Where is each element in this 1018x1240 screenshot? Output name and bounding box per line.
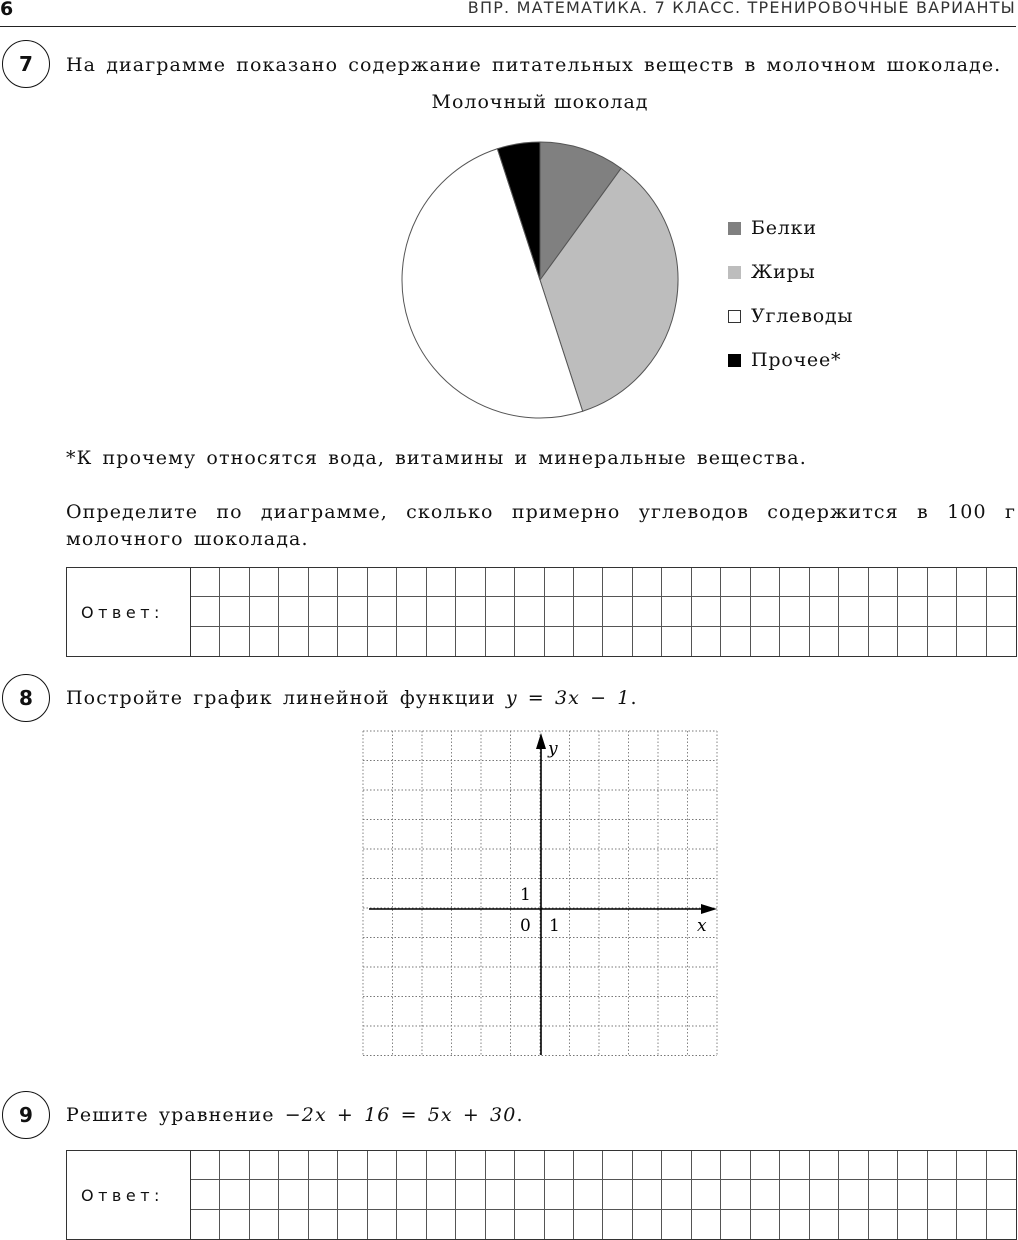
answer-cell[interactable] bbox=[397, 627, 426, 656]
question-8-suffix: . bbox=[630, 687, 638, 709]
answer-cell[interactable] bbox=[397, 597, 426, 626]
question-8-prefix: Постройте график линейной функции bbox=[66, 687, 506, 709]
answer-cell[interactable] bbox=[515, 1180, 544, 1209]
answer-cell[interactable] bbox=[721, 1151, 750, 1180]
answer-cell[interactable] bbox=[692, 568, 721, 597]
answer-cell[interactable] bbox=[250, 568, 279, 597]
answer-cell[interactable] bbox=[279, 627, 308, 656]
answer-cell[interactable] bbox=[486, 597, 515, 626]
answer-cell[interactable] bbox=[633, 1180, 662, 1209]
answer-cell[interactable] bbox=[603, 1210, 632, 1239]
answer-cell[interactable] bbox=[633, 627, 662, 656]
answer-cell[interactable] bbox=[486, 1151, 515, 1180]
answer-cell[interactable] bbox=[397, 568, 426, 597]
answer-cell[interactable] bbox=[692, 1151, 721, 1180]
answer-cell[interactable] bbox=[279, 597, 308, 626]
answer-cell[interactable] bbox=[780, 1180, 809, 1209]
origin-label: 0 bbox=[520, 916, 531, 936]
answer-box-9 bbox=[66, 1150, 1017, 1240]
answer-cell[interactable] bbox=[780, 1210, 809, 1239]
answer-cell[interactable] bbox=[869, 597, 898, 626]
legend-label-carbs: Углеводы bbox=[751, 305, 854, 327]
answer-cell[interactable] bbox=[987, 1210, 1016, 1239]
answer-cell[interactable] bbox=[515, 1151, 544, 1180]
answer-grid-9[interactable] bbox=[191, 1151, 1016, 1239]
answer-cell[interactable] bbox=[456, 1151, 485, 1180]
answer-cell[interactable] bbox=[839, 568, 868, 597]
answer-cell[interactable] bbox=[338, 1210, 367, 1239]
answer-cell[interactable] bbox=[456, 568, 485, 597]
answer-cell[interactable] bbox=[662, 1180, 691, 1209]
answer-cell[interactable] bbox=[633, 597, 662, 626]
question-7-number: 7 bbox=[2, 40, 50, 88]
legend-label-proteins: Белки bbox=[751, 217, 817, 239]
header-divider bbox=[0, 26, 1016, 27]
question-8-number: 8 bbox=[2, 674, 50, 722]
answer-cell[interactable] bbox=[869, 627, 898, 656]
answer-cell[interactable] bbox=[250, 1180, 279, 1209]
answer-cell[interactable] bbox=[987, 597, 1016, 626]
answer-cell[interactable] bbox=[869, 1180, 898, 1209]
answer-cell[interactable] bbox=[692, 1210, 721, 1239]
answer-cell[interactable] bbox=[574, 568, 603, 597]
answer-cell[interactable] bbox=[662, 627, 691, 656]
answer-cell[interactable] bbox=[662, 1151, 691, 1180]
answer-cell[interactable] bbox=[957, 1210, 986, 1239]
answer-cell[interactable] bbox=[545, 1210, 574, 1239]
function-formula: y = 3x − 1 bbox=[505, 687, 631, 709]
answer-cell[interactable] bbox=[721, 568, 750, 597]
answer-cell[interactable] bbox=[427, 1180, 456, 1209]
answer-cell[interactable] bbox=[751, 568, 780, 597]
answer-cell[interactable] bbox=[515, 1210, 544, 1239]
answer-cell[interactable] bbox=[957, 627, 986, 656]
answer-cell[interactable] bbox=[456, 1180, 485, 1209]
answer-cell[interactable] bbox=[545, 597, 574, 626]
answer-cell[interactable] bbox=[692, 597, 721, 626]
legend-label-fats: Жиры bbox=[751, 261, 816, 283]
answer-cell[interactable] bbox=[721, 1180, 750, 1209]
answer-cell[interactable] bbox=[486, 1210, 515, 1239]
answer-cell[interactable] bbox=[456, 1210, 485, 1239]
answer-cell[interactable] bbox=[928, 597, 957, 626]
answer-box-7 bbox=[66, 567, 1017, 657]
answer-cell[interactable] bbox=[928, 1180, 957, 1209]
answer-cell[interactable] bbox=[220, 1151, 249, 1180]
x-axis-arrow-icon bbox=[701, 904, 717, 914]
answer-cell[interactable] bbox=[633, 568, 662, 597]
answer-cell[interactable] bbox=[869, 1210, 898, 1239]
answer-cell[interactable] bbox=[810, 627, 839, 656]
answer-cell[interactable] bbox=[427, 568, 456, 597]
answer-cell[interactable] bbox=[603, 568, 632, 597]
answer-cell[interactable] bbox=[898, 597, 927, 626]
answer-cell[interactable] bbox=[338, 597, 367, 626]
answer-cell[interactable] bbox=[279, 1180, 308, 1209]
answer-cell[interactable] bbox=[368, 627, 397, 656]
legend-item-fats bbox=[728, 250, 853, 294]
answer-cell[interactable] bbox=[810, 1180, 839, 1209]
answer-cell[interactable] bbox=[839, 1151, 868, 1180]
answer-cell[interactable] bbox=[338, 627, 367, 656]
answer-cell[interactable] bbox=[427, 1151, 456, 1180]
answer-cell[interactable] bbox=[191, 1180, 220, 1209]
y-axis-label: y bbox=[548, 739, 558, 759]
chart-legend bbox=[728, 206, 853, 382]
answer-cell[interactable] bbox=[987, 1151, 1016, 1180]
answer-cell[interactable] bbox=[309, 568, 338, 597]
answer-cell[interactable] bbox=[338, 1151, 367, 1180]
answer-cell[interactable] bbox=[662, 568, 691, 597]
answer-cell[interactable] bbox=[279, 568, 308, 597]
legend-swatch-other bbox=[728, 354, 741, 367]
question-9-suffix: . bbox=[516, 1104, 524, 1126]
answer-cell[interactable] bbox=[810, 597, 839, 626]
answer-cell[interactable] bbox=[751, 597, 780, 626]
answer-cell[interactable] bbox=[250, 1210, 279, 1239]
answer-cell[interactable] bbox=[721, 597, 750, 626]
answer-cell[interactable] bbox=[545, 1151, 574, 1180]
answer-cell[interactable] bbox=[309, 1180, 338, 1209]
answer-cell[interactable] bbox=[928, 1210, 957, 1239]
answer-cell[interactable] bbox=[987, 568, 1016, 597]
answer-cell[interactable] bbox=[839, 627, 868, 656]
answer-cell[interactable] bbox=[898, 627, 927, 656]
answer-cell[interactable] bbox=[191, 597, 220, 626]
answer-cell[interactable] bbox=[662, 597, 691, 626]
footnote: *К прочему относятся вода, витамины и минеральные вещества. bbox=[66, 447, 807, 469]
answer-cell[interactable] bbox=[780, 1151, 809, 1180]
answer-cell[interactable] bbox=[309, 627, 338, 656]
answer-cell[interactable] bbox=[427, 597, 456, 626]
answer-cell[interactable] bbox=[987, 627, 1016, 656]
answer-cell[interactable] bbox=[957, 597, 986, 626]
pie-chart bbox=[395, 135, 685, 425]
answer-cell[interactable] bbox=[692, 627, 721, 656]
answer-cell[interactable] bbox=[191, 568, 220, 597]
answer-cell[interactable] bbox=[338, 1180, 367, 1209]
answer-cell[interactable] bbox=[220, 568, 249, 597]
legend-item-proteins bbox=[728, 206, 853, 250]
question-9-text bbox=[66, 1104, 524, 1126]
legend-item-other bbox=[728, 338, 853, 382]
answer-cell[interactable] bbox=[957, 1180, 986, 1209]
answer-cell[interactable] bbox=[486, 627, 515, 656]
answer-cell[interactable] bbox=[898, 1180, 927, 1209]
unit-y-label: 1 bbox=[520, 885, 531, 905]
answer-cell[interactable] bbox=[397, 1180, 426, 1209]
answer-cell[interactable] bbox=[220, 1180, 249, 1209]
question-7-text: На диаграмме показано содержание питательных веществ в молочном шоколаде. bbox=[66, 54, 1002, 76]
answer-cell[interactable] bbox=[279, 1210, 308, 1239]
answer-cell[interactable] bbox=[574, 1210, 603, 1239]
answer-cell[interactable] bbox=[869, 568, 898, 597]
answer-cell[interactable] bbox=[721, 627, 750, 656]
answer-cell[interactable] bbox=[898, 1151, 927, 1180]
answer-cell[interactable] bbox=[987, 1180, 1016, 1209]
answer-cell[interactable] bbox=[692, 1180, 721, 1209]
answer-cell[interactable] bbox=[545, 568, 574, 597]
answer-cell[interactable] bbox=[810, 1151, 839, 1180]
answer-cell[interactable] bbox=[633, 1151, 662, 1180]
answer-cell[interactable] bbox=[928, 627, 957, 656]
answer-cell[interactable] bbox=[751, 1210, 780, 1239]
legend-item-carbs bbox=[728, 294, 853, 338]
legend-swatch-carbs bbox=[728, 310, 741, 323]
answer-cell[interactable] bbox=[662, 1210, 691, 1239]
answer-cell[interactable] bbox=[751, 627, 780, 656]
answer-cell[interactable] bbox=[309, 1210, 338, 1239]
answer-cell[interactable] bbox=[191, 1151, 220, 1180]
answer-cell[interactable] bbox=[220, 1210, 249, 1239]
question-9-number: 9 bbox=[2, 1091, 50, 1139]
answer-cell[interactable] bbox=[368, 1180, 397, 1209]
answer-cell[interactable] bbox=[869, 1151, 898, 1180]
answer-cell[interactable] bbox=[957, 1151, 986, 1180]
answer-cell[interactable] bbox=[220, 627, 249, 656]
answer-cell[interactable] bbox=[957, 568, 986, 597]
answer-cell[interactable] bbox=[751, 1180, 780, 1209]
answer-cell[interactable] bbox=[928, 568, 957, 597]
answer-cell[interactable] bbox=[603, 627, 632, 656]
answer-cell[interactable] bbox=[545, 1180, 574, 1209]
page-number: 6 bbox=[0, 0, 14, 20]
answer-cell[interactable] bbox=[368, 597, 397, 626]
answer-cell[interactable] bbox=[515, 568, 544, 597]
question-7-prompt: Определите по диаграмме, сколько примерно углеводов содержится в 100 г молочного шоколада. bbox=[66, 501, 1016, 550]
y-axis-arrow-icon bbox=[536, 733, 546, 749]
answer-cell[interactable] bbox=[898, 1210, 927, 1239]
legend-label-other: Прочее* bbox=[751, 349, 842, 371]
chart-title: Молочный шоколад bbox=[431, 91, 649, 113]
answer-cell[interactable] bbox=[250, 597, 279, 626]
answer-cell[interactable] bbox=[338, 568, 367, 597]
coordinate-grid[interactable] bbox=[355, 725, 730, 1060]
answer-cell[interactable] bbox=[574, 627, 603, 656]
answer-cell[interactable] bbox=[397, 1151, 426, 1180]
answer-cell[interactable] bbox=[250, 1151, 279, 1180]
answer-grid-7[interactable] bbox=[191, 568, 1016, 656]
answer-cell[interactable] bbox=[191, 627, 220, 656]
answer-label-7: Ответ: bbox=[67, 568, 191, 656]
answer-cell[interactable] bbox=[574, 1151, 603, 1180]
answer-cell[interactable] bbox=[574, 597, 603, 626]
answer-cell[interactable] bbox=[486, 1180, 515, 1209]
question-9-prefix: Решите уравнение bbox=[66, 1104, 285, 1126]
answer-cell[interactable] bbox=[574, 1180, 603, 1209]
answer-cell[interactable] bbox=[515, 597, 544, 626]
answer-cell[interactable] bbox=[397, 1210, 426, 1239]
unit-x-label: 1 bbox=[549, 916, 560, 936]
answer-cell[interactable] bbox=[427, 1210, 456, 1239]
answer-cell[interactable] bbox=[780, 597, 809, 626]
answer-cell[interactable] bbox=[279, 1151, 308, 1180]
answer-cell[interactable] bbox=[603, 1180, 632, 1209]
answer-cell[interactable] bbox=[456, 627, 485, 656]
answer-cell[interactable] bbox=[250, 627, 279, 656]
answer-cell[interactable] bbox=[751, 1151, 780, 1180]
equation: −2x + 16 = 5x + 30 bbox=[284, 1104, 517, 1126]
answer-label-9: Ответ: bbox=[67, 1151, 191, 1239]
answer-cell[interactable] bbox=[780, 627, 809, 656]
answer-cell[interactable] bbox=[603, 1151, 632, 1180]
answer-cell[interactable] bbox=[220, 597, 249, 626]
answer-cell[interactable] bbox=[839, 597, 868, 626]
answer-cell[interactable] bbox=[839, 1210, 868, 1239]
legend-swatch-proteins bbox=[728, 222, 741, 235]
answer-cell[interactable] bbox=[839, 1180, 868, 1209]
answer-cell[interactable] bbox=[309, 1151, 338, 1180]
answer-cell[interactable] bbox=[515, 627, 544, 656]
answer-cell[interactable] bbox=[603, 597, 632, 626]
answer-cell[interactable] bbox=[928, 1151, 957, 1180]
answer-cell[interactable] bbox=[368, 1151, 397, 1180]
answer-cell[interactable] bbox=[456, 597, 485, 626]
header-title: ВПР. МАТЕМАТИКА. 7 КЛАСС. ТРЕНИРОВОЧНЫЕ ВАРИАНТЫ bbox=[467, 0, 1016, 17]
answer-cell[interactable] bbox=[368, 1210, 397, 1239]
x-axis-label: x bbox=[697, 916, 707, 936]
answer-cell[interactable] bbox=[810, 1210, 839, 1239]
answer-cell[interactable] bbox=[368, 568, 397, 597]
answer-cell[interactable] bbox=[309, 597, 338, 626]
legend-swatch-fats bbox=[728, 266, 741, 279]
answer-cell[interactable] bbox=[545, 627, 574, 656]
answer-cell[interactable] bbox=[780, 568, 809, 597]
answer-cell[interactable] bbox=[191, 1210, 220, 1239]
answer-cell[interactable] bbox=[633, 1210, 662, 1239]
answer-cell[interactable] bbox=[721, 1210, 750, 1239]
answer-cell[interactable] bbox=[810, 568, 839, 597]
answer-cell[interactable] bbox=[427, 627, 456, 656]
question-8-text bbox=[66, 687, 638, 709]
answer-cell[interactable] bbox=[898, 568, 927, 597]
answer-cell[interactable] bbox=[486, 568, 515, 597]
